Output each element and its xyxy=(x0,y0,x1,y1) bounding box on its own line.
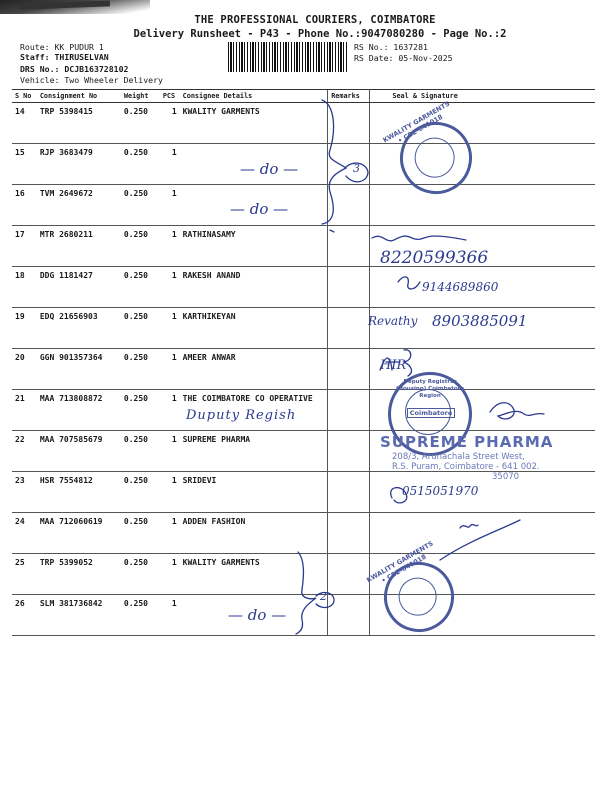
supreme-pharma-stamp: SUPREME PHARMA xyxy=(380,433,554,451)
document-title: THE PROFESSIONAL COURIERS, COIMBATORE xyxy=(194,14,436,26)
row-remarks xyxy=(328,185,370,226)
row-sno: 24 xyxy=(12,513,37,554)
row-weight: 0.250 xyxy=(121,144,160,185)
row-consignment: MTR 2680211 xyxy=(37,226,121,267)
row-pcs: 1 xyxy=(160,349,180,390)
table-row xyxy=(12,554,595,595)
stamp-text: KWALITY GARMENTS • CBE-641018 xyxy=(381,99,452,145)
brace-count: 3 xyxy=(353,162,360,175)
row-sno: 23 xyxy=(12,472,37,513)
row-weight: 0.250 xyxy=(121,390,160,431)
row-sno: 18 xyxy=(12,267,37,308)
row-consignee: RAKESH ANAND xyxy=(180,267,328,308)
row-remarks xyxy=(328,431,370,472)
row-consignment: HSR 7554812 xyxy=(37,472,121,513)
rs-number: RS No.: 1637281 xyxy=(354,42,428,52)
row-remarks xyxy=(328,103,370,144)
table-row xyxy=(12,267,595,308)
runsheet-subtitle: Delivery Runsheet - P43 - Phone No.:9047080280 - Page No.:2 xyxy=(133,28,507,40)
handwritten-signature: 0515051970 xyxy=(402,484,479,498)
row-weight: 0.250 xyxy=(121,431,160,472)
row-consignment: RJP 3683479 xyxy=(37,144,121,185)
address-line: R.S. Puram, Coimbatore - 641 002. xyxy=(392,462,540,472)
row-weight: 0.250 xyxy=(121,267,160,308)
row-sno: 22 xyxy=(12,431,37,472)
row-consignee: SRIDEVI xyxy=(180,472,328,513)
row-pcs: 1 xyxy=(160,472,180,513)
col-weight: Weight xyxy=(121,90,160,103)
handwritten-initials: HIR xyxy=(380,358,407,373)
row-pcs: 1 xyxy=(160,390,180,431)
row-weight: 0.250 xyxy=(121,472,160,513)
row-sno: 25 xyxy=(12,554,37,595)
row-consignment: TRP 5399052 xyxy=(37,554,121,595)
row-remarks xyxy=(328,349,370,390)
barcode xyxy=(228,42,348,72)
row-consignment: DDG 1181427 xyxy=(37,267,121,308)
row-consignee: AMEER ANWAR xyxy=(180,349,328,390)
ditto-mark: — do — xyxy=(230,200,289,218)
row-remarks xyxy=(328,308,370,349)
row-remarks xyxy=(328,390,370,431)
row-consignee: KARTHIKEYAN xyxy=(180,308,328,349)
row-pcs: 1 xyxy=(160,431,180,472)
row-weight: 0.250 xyxy=(121,185,160,226)
col-consignment: Consignment No xyxy=(37,90,121,103)
row-seal xyxy=(370,185,595,226)
table-row xyxy=(12,349,595,390)
row-weight: 0.250 xyxy=(121,308,160,349)
row-consignee: ADDEN FASHION xyxy=(180,513,328,554)
row-pcs: 1 xyxy=(160,103,180,144)
row-remarks xyxy=(328,226,370,267)
handwritten-phone: 8903885091 xyxy=(432,312,528,330)
row-consignee: SUPREME PHARMA xyxy=(180,431,328,472)
row-consignee: THE COIMBATORE CO OPERATIVE xyxy=(180,390,328,431)
handwritten-signature: Revathy xyxy=(368,314,418,328)
rs-date: RS Date: 05-Nov-2025 xyxy=(354,53,453,63)
row-pcs: 1 xyxy=(160,513,180,554)
row-consignee: RATHINASAMY xyxy=(180,226,328,267)
row-consignee: KWALITY GARMENTS xyxy=(180,103,328,144)
stamp-center-text: Coimbatore xyxy=(407,408,455,418)
row-remarks xyxy=(328,595,370,636)
table-row xyxy=(12,144,595,185)
vehicle-label: Vehicle: Two Wheeler Delivery xyxy=(20,75,163,85)
row-pcs: 1 xyxy=(160,595,180,636)
row-remarks xyxy=(328,513,370,554)
row-consignment: GGN 901357364 xyxy=(37,349,121,390)
stamp-inner-ring xyxy=(392,571,444,623)
row-consignment: SLM 381736842 xyxy=(37,595,121,636)
table-row xyxy=(12,595,595,636)
handwritten-phone: 9144689860 xyxy=(422,280,499,294)
runsheet-table xyxy=(12,89,595,636)
col-sno: S No xyxy=(12,90,37,103)
stamp-text: KWALITY GARMENTS • CBE-641018 xyxy=(365,539,435,585)
row-weight: 0.250 xyxy=(121,513,160,554)
ditto-mark: — do — xyxy=(240,160,299,178)
ditto-mark: — do — xyxy=(228,606,287,624)
staff-label: Staff: THIRUSELVAN xyxy=(20,52,109,62)
row-sno: 20 xyxy=(12,349,37,390)
row-consignee: KWALITY GARMENTS xyxy=(180,554,328,595)
drs-label: DRS No.: DCJB163728102 xyxy=(20,64,129,74)
row-sno: 15 xyxy=(12,144,37,185)
row-consignment: TVM 2649672 xyxy=(37,185,121,226)
row-pcs: 1 xyxy=(160,226,180,267)
col-remarks: Remarks xyxy=(328,90,370,103)
row-sno: 17 xyxy=(12,226,37,267)
row-consignment: EDQ 21656903 xyxy=(37,308,121,349)
stamp-inner-ring xyxy=(407,130,462,185)
table-row xyxy=(12,226,595,267)
row-consignment: TRP 5398415 xyxy=(37,103,121,144)
row-consignment: MAA 707585679 xyxy=(37,431,121,472)
brace-count: 2 xyxy=(320,590,327,603)
col-consignee: Consignee Details xyxy=(180,90,328,103)
row-weight: 0.250 xyxy=(121,226,160,267)
route-label: Route: KK PUDUR 1 xyxy=(20,42,104,52)
row-sno: 14 xyxy=(12,103,37,144)
table-row xyxy=(12,513,595,554)
row-sno: 26 xyxy=(12,595,37,636)
row-pcs: 1 xyxy=(160,554,180,595)
row-remarks xyxy=(328,267,370,308)
row-remarks xyxy=(328,144,370,185)
table-row xyxy=(12,185,595,226)
row-pcs: 1 xyxy=(160,144,180,185)
row-consignment: MAA 713808872 xyxy=(37,390,121,431)
row-sno: 21 xyxy=(12,390,37,431)
table-row xyxy=(12,103,595,144)
row-consignment: MAA 712060619 xyxy=(37,513,121,554)
row-sno: 19 xyxy=(12,308,37,349)
col-seal: Seal & Signature xyxy=(370,90,595,103)
handwritten-designation: Duputy Regish xyxy=(186,408,297,423)
row-pcs: 1 xyxy=(160,267,180,308)
row-remarks xyxy=(328,554,370,595)
row-weight: 0.250 xyxy=(121,595,160,636)
row-weight: 0.250 xyxy=(121,103,160,144)
table-row xyxy=(12,390,595,431)
col-pcs: PCS xyxy=(160,90,180,103)
row-sno: 16 xyxy=(12,185,37,226)
stamp-text: Deputy Registrar (Housing) Coimbatore Region xyxy=(395,379,465,399)
supreme-pharma-address xyxy=(392,452,540,482)
row-weight: 0.250 xyxy=(121,554,160,595)
handwritten-phone: 8220599366 xyxy=(380,248,489,268)
address-line: 208/3, Arunachala Street West, xyxy=(392,452,525,462)
row-remarks xyxy=(328,472,370,513)
row-weight: 0.250 xyxy=(121,349,160,390)
row-seal xyxy=(370,513,595,554)
address-line: 35070 xyxy=(492,472,520,482)
row-pcs: 1 xyxy=(160,185,180,226)
table-header-row xyxy=(12,90,595,103)
row-pcs: 1 xyxy=(160,308,180,349)
